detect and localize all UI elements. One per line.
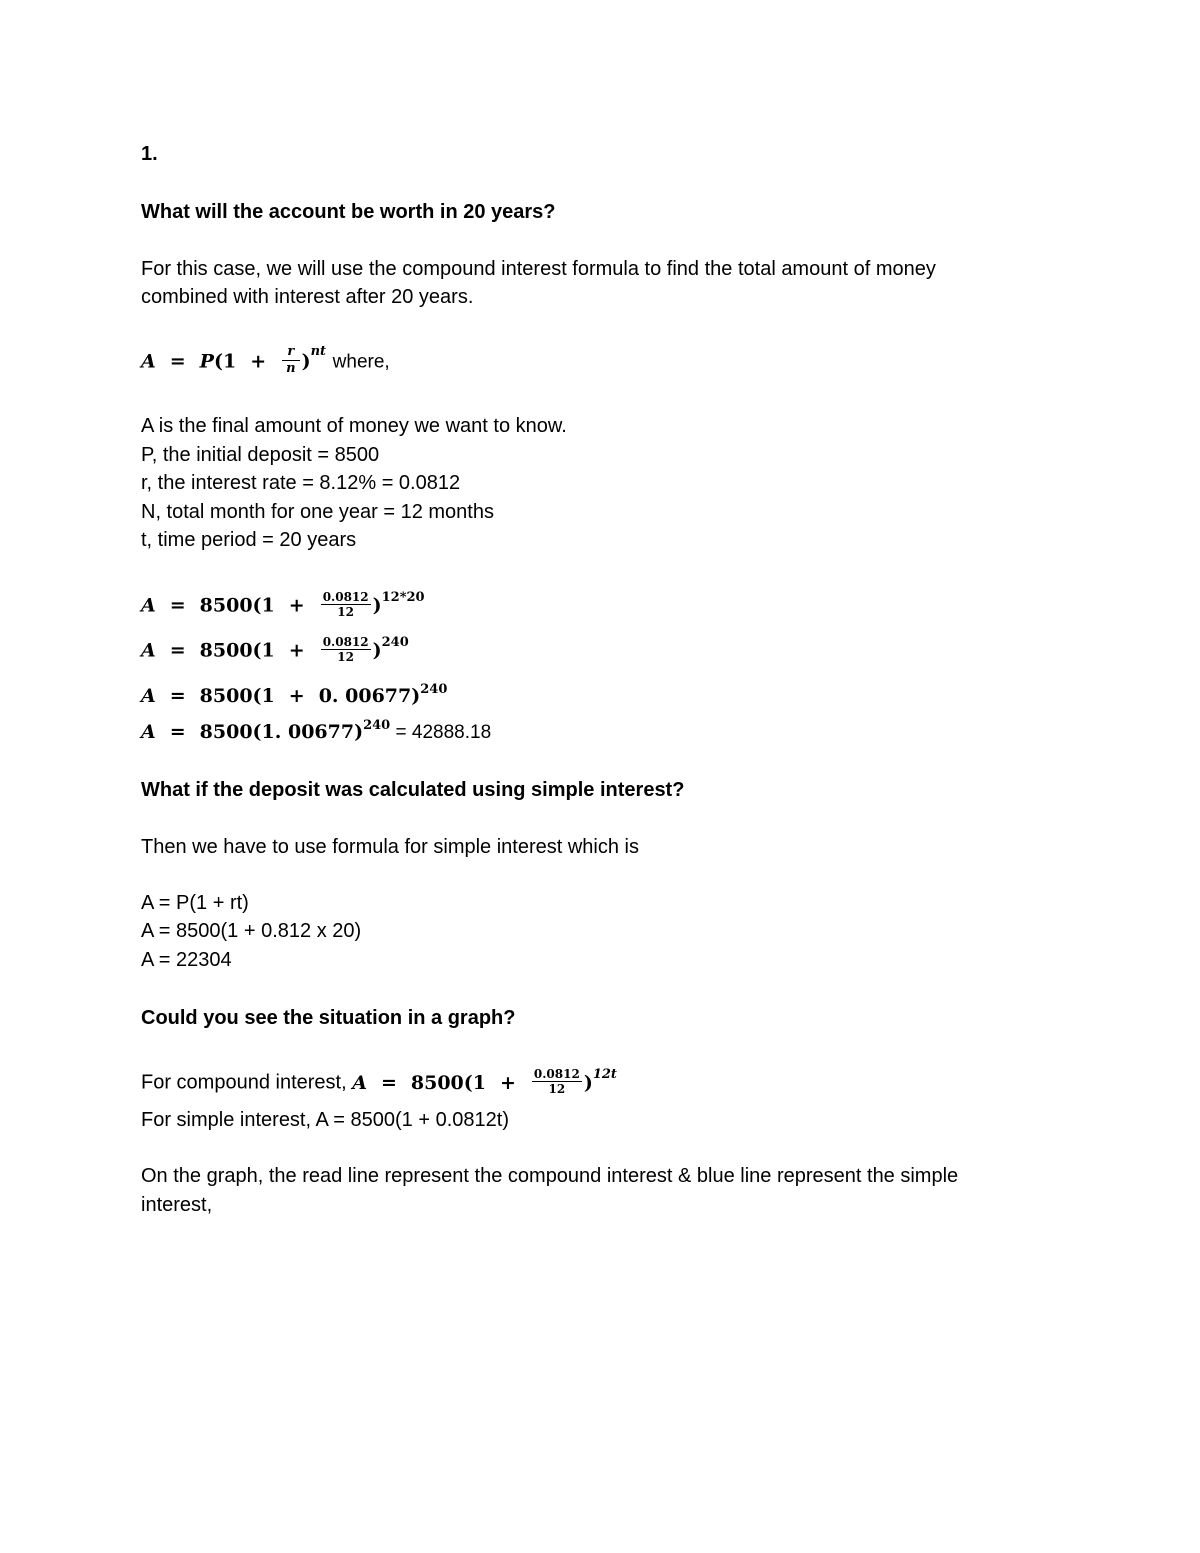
step4-lhs: A (141, 721, 156, 743)
compound-exponent: 12t (592, 1067, 617, 1082)
step3-equals: = (169, 685, 186, 707)
calc-step-2 (141, 637, 409, 666)
compound-fraction (532, 1067, 582, 1096)
compound-lhs: A (352, 1071, 367, 1094)
simple-formula-line-1: A = P(1 + rt) (141, 892, 249, 914)
formula-p: P (199, 350, 214, 373)
definition-a: A is the final amount of money we want to know. (141, 415, 567, 437)
formula-a: A (141, 350, 156, 373)
step2-fraction (321, 635, 371, 664)
formula-plus: + (250, 350, 267, 373)
formula-equals: = (169, 350, 186, 373)
calc-step-4 (141, 720, 491, 745)
compound-label: For compound interest, (141, 1071, 353, 1094)
graph-description-line-1: On the graph, the read line represent the compound interest & blue line represent the simple (141, 1165, 959, 1187)
intro-line-1: For this case, we will use the compound interest formula to find the total amount of money (141, 258, 936, 280)
calc-step-3 (141, 684, 447, 708)
question-heading-graph: Could you see the situation in a graph? (141, 1007, 516, 1029)
step1-close: ) (372, 594, 382, 617)
step1-fraction (321, 590, 371, 619)
compound-interest-function (141, 1069, 617, 1098)
formula-close: ) (301, 350, 311, 373)
step3-lhs: A (141, 685, 156, 707)
formula-denominator: n (286, 361, 296, 376)
step1-plus: + (288, 594, 305, 617)
question-heading-future-value: What will the account be worth in 20 years? (141, 201, 556, 223)
step1-exponent: 12*20 (381, 590, 425, 605)
compound-interest-formula (141, 346, 390, 379)
step2-equals: = (169, 639, 186, 662)
simple-interest-intro: Then we have to use formula for simple interest which is (141, 836, 639, 858)
step3-base: 8500(1 (199, 685, 275, 707)
compound-base: 8500(1 (410, 1071, 486, 1094)
compound-plus: + (499, 1071, 516, 1094)
simple-formula-line-2: A = 8500(1 + 0.812 x 20) (141, 920, 362, 942)
step1-denominator: 12 (337, 605, 354, 619)
definition-t: t, time period = 20 years (141, 529, 357, 551)
question-number: 1. (141, 143, 158, 165)
step2-exponent: 240 (381, 635, 409, 650)
formula-open: (1 (213, 350, 237, 373)
step4-equals: = (169, 721, 186, 743)
definition-r: r, the interest rate = 8.12% = 0.0812 (141, 472, 461, 494)
compound-denominator: 12 (548, 1082, 566, 1096)
compound-close: ) (583, 1071, 593, 1094)
step2-numerator: 0.0812 (322, 635, 369, 649)
formula-numerator: r (282, 344, 299, 361)
step3-value: 0. 00677) (318, 685, 421, 707)
intro-line-2: combined with interest after 20 years. (141, 286, 474, 308)
definition-p: P, the initial deposit = 8500 (141, 444, 380, 466)
step4-base: 8500(1. 00677) (199, 721, 364, 743)
step2-lhs: A (141, 639, 156, 662)
step1-lhs: A (141, 594, 156, 617)
simple-formula-line-3: A = 22304 (141, 949, 232, 971)
step3-plus: + (288, 685, 305, 707)
formula-fraction (282, 344, 299, 377)
compound-equals: = (380, 1071, 397, 1094)
step4-exponent: 240 (363, 718, 391, 733)
step2-base: 8500(1 (199, 639, 275, 662)
simple-interest-function: For simple interest, A = 8500(1 + 0.0812t) (141, 1109, 509, 1131)
step1-equals: = (169, 594, 186, 617)
formula-where: where, (332, 351, 390, 373)
definition-n: N, total month for one year = 12 months (141, 501, 494, 523)
step2-plus: + (288, 639, 305, 662)
calc-step-1 (141, 592, 425, 621)
question-heading-simple-interest: What if the deposit was calculated using simple interest? (141, 779, 685, 801)
step1-numerator: 0.0812 (322, 590, 369, 604)
step4-result: = 42888.18 (390, 722, 492, 743)
compound-numerator: 0.0812 (533, 1067, 580, 1081)
step3-exponent: 240 (420, 682, 448, 697)
step2-close: ) (372, 639, 382, 662)
step1-base: 8500(1 (199, 594, 275, 617)
formula-exponent: nt (310, 344, 327, 359)
graph-description-line-2: interest, (141, 1194, 213, 1216)
step2-denominator: 12 (337, 650, 354, 664)
